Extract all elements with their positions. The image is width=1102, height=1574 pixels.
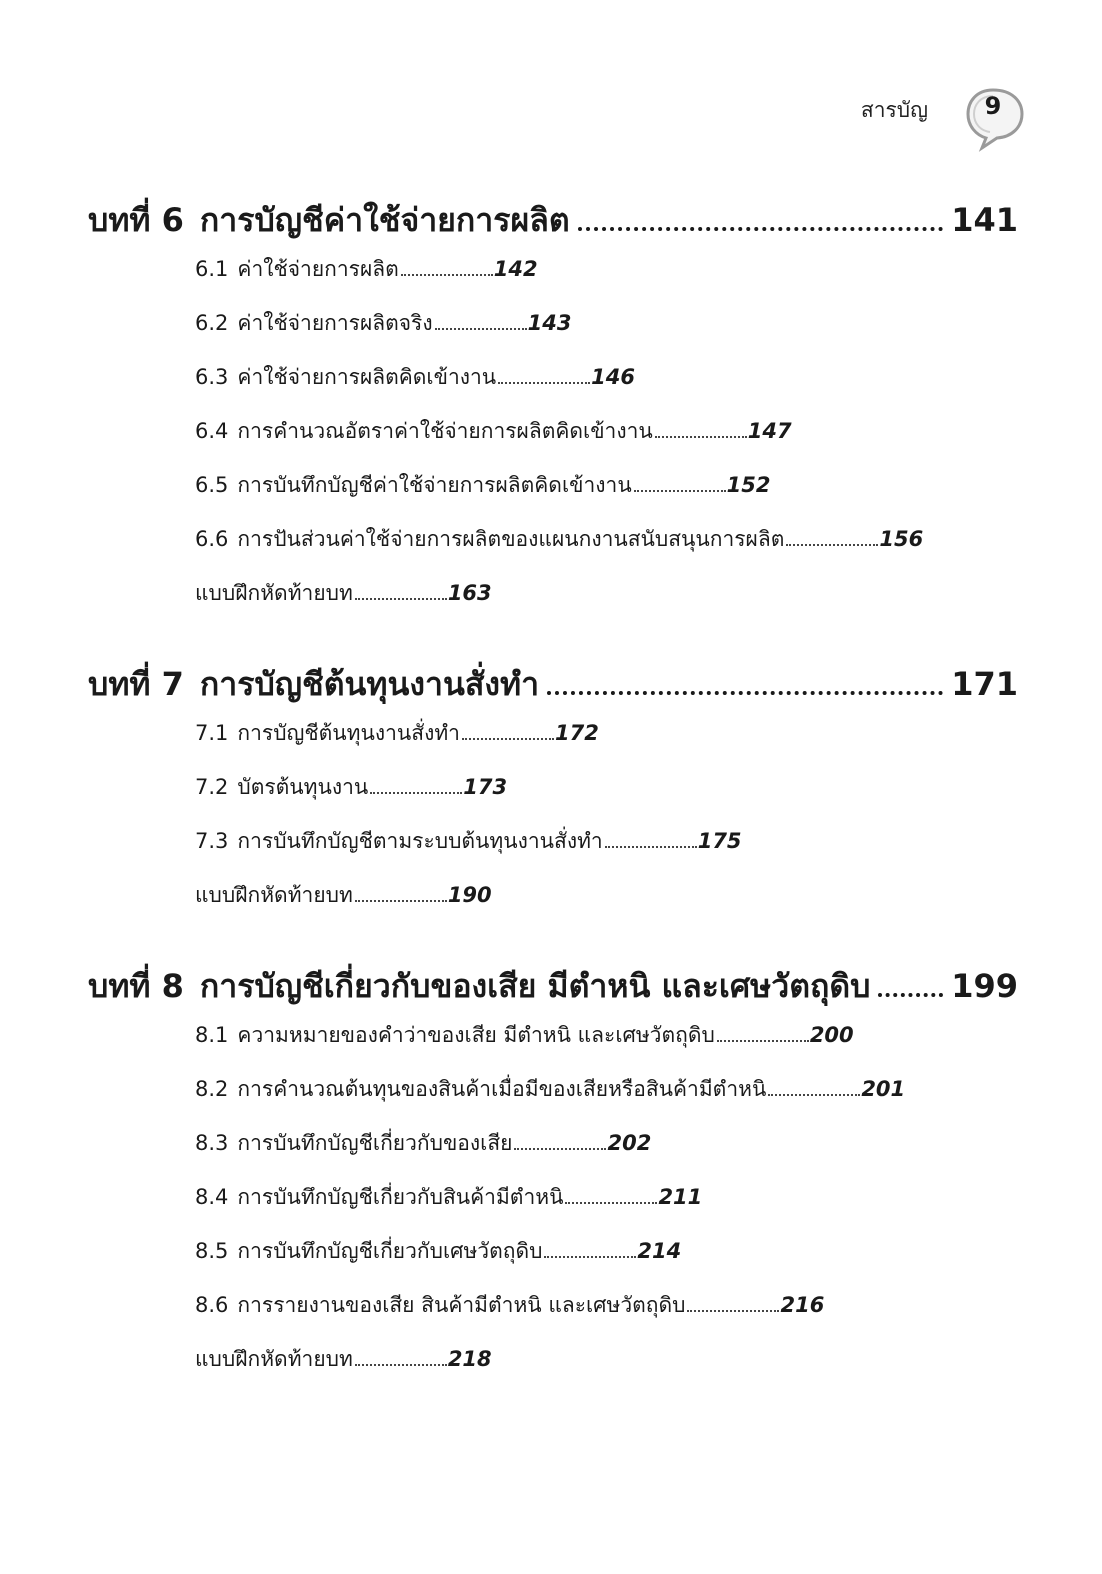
page-number: 9	[984, 92, 1002, 120]
toc-entry[interactable]	[88, 1073, 1018, 1127]
entry-title: บัตรต้นทุนงาน	[237, 775, 369, 799]
chapter-number: บทที่ 6	[88, 201, 184, 239]
dot-leader	[401, 274, 493, 276]
toc-entry[interactable]	[88, 469, 1018, 523]
entry-title: การบันทึกบัญชีเกี่ยวกับสินค้ามีตำหนิ	[237, 1185, 564, 1209]
entry-number: 6.6	[195, 527, 229, 551]
entry-number: 6.5	[195, 473, 229, 497]
page-header	[861, 82, 1032, 152]
dot-leader	[547, 691, 943, 695]
entry-number: 6.3	[195, 365, 229, 389]
dot-leader	[786, 544, 878, 546]
dot-leader	[605, 846, 697, 848]
entry-number: 6.2	[195, 311, 229, 335]
dot-leader	[498, 382, 590, 384]
toc-entry[interactable]	[88, 1019, 1018, 1073]
page-number-badge	[962, 82, 1032, 152]
chapter-title: การบัญชีค่าใช้จ่ายการผลิต	[199, 201, 570, 239]
toc-entry[interactable]	[88, 253, 1018, 307]
dot-leader	[355, 1364, 447, 1366]
toc-entry[interactable]	[88, 415, 1018, 469]
entry-number: 8.2	[195, 1077, 229, 1101]
dot-leader	[435, 328, 527, 330]
entry-title: แบบฝึกหัดท้ายบท	[195, 1347, 353, 1371]
entry-page-number: 216	[780, 1293, 825, 1317]
entry-page-number: 143	[527, 311, 572, 335]
dot-leader	[462, 738, 554, 740]
entry-number: 7.1	[195, 721, 229, 745]
entry-title: การบันทึกบัญชีค่าใช้จ่ายการผลิตคิดเข้างาน	[237, 473, 632, 497]
toc-entry[interactable]	[88, 771, 1018, 825]
table-of-contents	[88, 195, 1018, 1425]
chapter-section	[88, 195, 1018, 631]
entry-number: 8.1	[195, 1023, 229, 1047]
entry-page-number: 200	[809, 1023, 854, 1047]
entry-page-number: 201	[861, 1077, 906, 1101]
entry-title: การบัญชีต้นทุนงานสั่งทำ	[237, 721, 460, 745]
chapter-heading[interactable]	[88, 659, 1018, 717]
entry-number: 7.3	[195, 829, 229, 853]
chapter-page-number: 171	[951, 665, 1018, 703]
entry-page-number: 173	[463, 775, 508, 799]
dot-leader	[370, 792, 462, 794]
entry-title: การรายงานของเสีย สินค้ามีตำหนิ และเศษวัตถุดิบ	[237, 1293, 686, 1317]
entry-number: 8.4	[195, 1185, 229, 1209]
toc-entry[interactable]	[88, 1343, 1018, 1397]
entry-title: การปันส่วนค่าใช้จ่ายการผลิตของแผนกงานสนับสนุนการผลิต	[237, 527, 785, 551]
entry-title: ความหมายของคำว่าของเสีย มีตำหนิ และเศษวัตถุดิบ	[237, 1023, 715, 1047]
dot-leader	[717, 1040, 809, 1042]
entry-page-number: 142	[493, 257, 538, 281]
entry-page-number: 214	[637, 1239, 682, 1263]
chapter-title: การบัญชีเกี่ยวกับของเสีย มีตำหนิ และเศษวัตถุดิบ	[199, 967, 871, 1005]
chapter-number: บทที่ 8	[88, 967, 184, 1005]
entry-number: 8.3	[195, 1131, 229, 1155]
entry-title: การคำนวณต้นทุนของสินค้าเมื่อมีของเสียหรือสินค้ามีตำหนิ	[237, 1077, 767, 1101]
toc-entry[interactable]	[88, 1127, 1018, 1181]
dot-leader	[355, 598, 447, 600]
dot-leader	[655, 436, 747, 438]
entry-title: ค่าใช้จ่ายการผลิต	[237, 257, 399, 281]
entry-page-number: 211	[658, 1185, 703, 1209]
toc-entry[interactable]	[88, 1181, 1018, 1235]
toc-entry[interactable]	[88, 825, 1018, 879]
dot-leader	[768, 1094, 860, 1096]
chapter-page-number: 199	[951, 967, 1018, 1005]
dot-leader	[565, 1202, 657, 1204]
entry-number: 8.5	[195, 1239, 229, 1263]
chapter-page-number: 141	[951, 201, 1018, 239]
toc-entry[interactable]	[88, 307, 1018, 361]
entry-title: การบันทึกบัญชีเกี่ยวกับเศษวัตถุดิบ	[237, 1239, 543, 1263]
dot-leader	[634, 490, 726, 492]
entry-page-number: 190	[447, 883, 492, 907]
entry-page-number: 218	[447, 1347, 492, 1371]
dot-leader	[878, 993, 943, 997]
entry-page-number: 152	[726, 473, 771, 497]
entry-page-number: 163	[447, 581, 492, 605]
toc-entry[interactable]	[88, 577, 1018, 631]
toc-entry[interactable]	[88, 717, 1018, 771]
entry-page-number: 146	[591, 365, 636, 389]
entry-title: การบันทึกบัญชีตามระบบต้นทุนงานสั่งทำ	[237, 829, 603, 853]
entry-page-number: 156	[879, 527, 924, 551]
entry-number: 8.6	[195, 1293, 229, 1317]
chapter-section	[88, 961, 1018, 1397]
entry-number: 6.1	[195, 257, 229, 281]
header-title: สารบัญ	[860, 97, 928, 122]
toc-entry[interactable]	[88, 1235, 1018, 1289]
dot-leader	[687, 1310, 779, 1312]
entry-title: แบบฝึกหัดท้ายบท	[195, 581, 353, 605]
toc-entry[interactable]	[88, 879, 1018, 933]
entry-title: การคำนวณอัตราค่าใช้จ่ายการผลิตคิดเข้างาน	[237, 419, 653, 443]
toc-entry[interactable]	[88, 361, 1018, 415]
dot-leader	[355, 900, 447, 902]
entry-number: 7.2	[195, 775, 229, 799]
toc-entry[interactable]	[88, 523, 1018, 577]
entry-title: ค่าใช้จ่ายการผลิตคิดเข้างาน	[237, 365, 497, 389]
chapter-heading[interactable]	[88, 961, 1018, 1019]
toc-entry[interactable]	[88, 1289, 1018, 1343]
entry-page-number: 202	[607, 1131, 652, 1155]
entry-number: 6.4	[195, 419, 229, 443]
entry-title: แบบฝึกหัดท้ายบท	[195, 883, 353, 907]
chapter-heading[interactable]	[88, 195, 1018, 253]
entry-page-number: 172	[554, 721, 599, 745]
entry-title: ค่าใช้จ่ายการผลิตจริง	[237, 311, 433, 335]
dot-leader	[578, 227, 944, 231]
dot-leader	[514, 1148, 606, 1150]
chapter-section	[88, 659, 1018, 933]
dot-leader	[544, 1256, 636, 1258]
chapter-number: บทที่ 7	[88, 665, 184, 703]
chapter-title: การบัญชีต้นทุนงานสั่งทำ	[199, 665, 540, 703]
entry-title: การบันทึกบัญชีเกี่ยวกับของเสีย	[237, 1131, 513, 1155]
entry-page-number: 147	[747, 419, 792, 443]
entry-page-number: 175	[697, 829, 742, 853]
